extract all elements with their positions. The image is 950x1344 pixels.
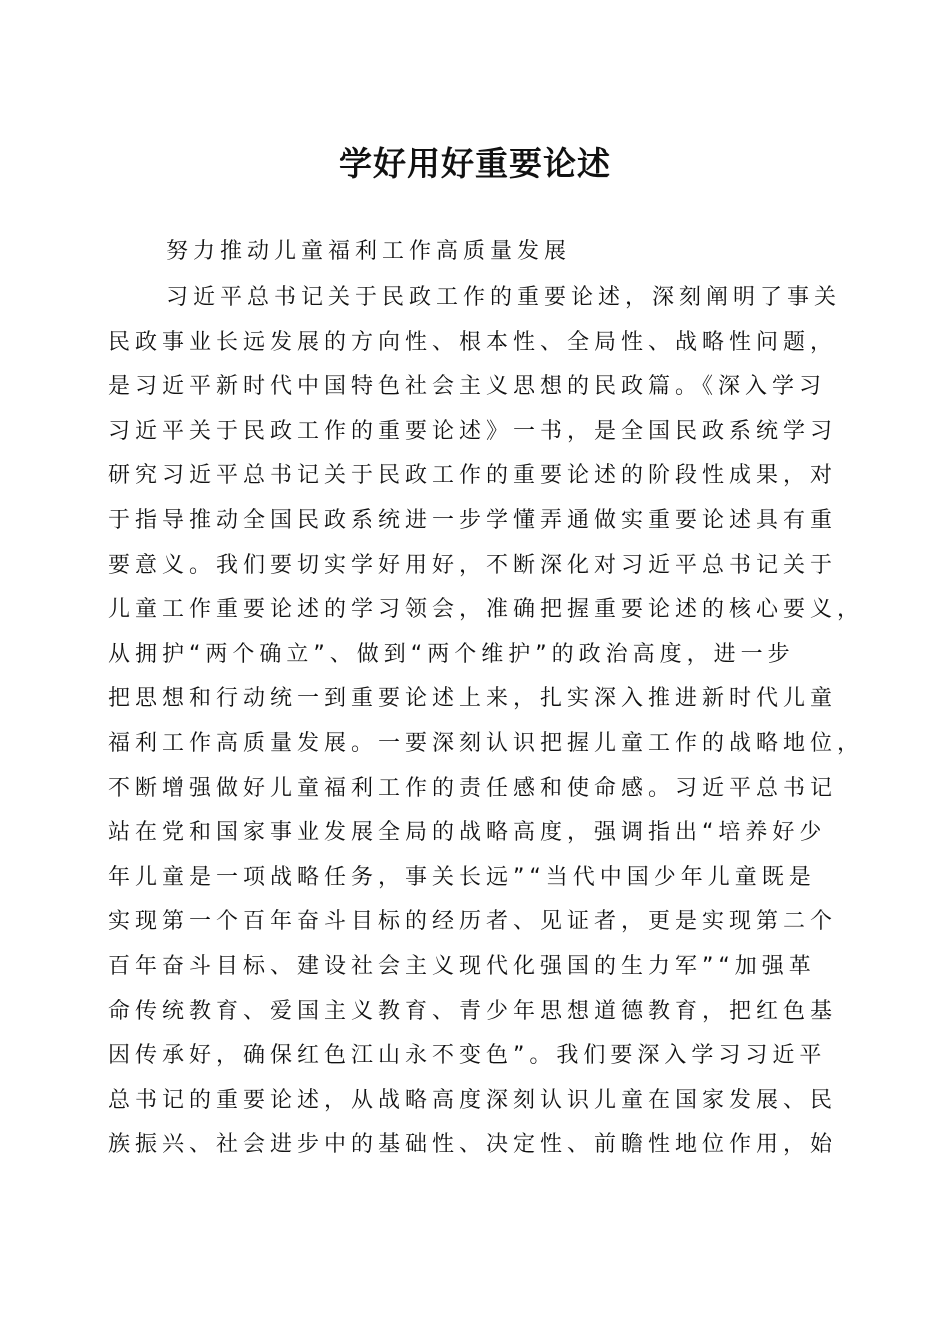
paragraph-line: 把思想和行动统一到重要论述上来，扎实深入推进新时代儿童	[108, 686, 838, 712]
paragraph-line: 福利工作高质量发展。一要深刻认识把握儿童工作的战略地位，	[108, 731, 865, 756]
paragraph-line: 习近平总书记关于民政工作的重要论述，深刻阐明了事关	[166, 285, 842, 310]
paragraph-line: 总书记的重要论述，从战略高度深刻认识儿童在国家发展、民	[108, 1087, 838, 1113]
paragraph-line: 年儿童是一项战略任务，事关长远”“当代中国少年儿童既是	[108, 864, 816, 890]
paragraph-line: 民政事业长远发展的方向性、根本性、全局性、战略性问题，	[108, 329, 838, 355]
paragraph-line: 百年奋斗目标、建设社会主义现代化强国的生力军”“加强革	[108, 954, 816, 979]
paragraph-line: 族振兴、社会进步中的基础性、决定性、前瞻性地位作用，始	[108, 1132, 838, 1158]
paragraph-line: 从拥护“两个确立”、做到“两个维护”的政治高度，进一步	[108, 641, 795, 667]
paragraph-line: 要意义。我们要切实学好用好，不断深化对习近平总书记关于	[108, 552, 838, 578]
paragraph-line: 命传统教育、爱国主义教育、青少年思想道德教育，把红色基	[108, 998, 838, 1024]
paragraph-line: 研究习近平总书记关于民政工作的重要论述的阶段性成果，对	[108, 463, 838, 489]
section-heading: 努力推动儿童福利工作高质量发展	[166, 239, 572, 264]
paragraph-line: 习近平关于民政工作的重要论述》一书，是全国民政系统学习	[108, 418, 838, 444]
paragraph-line: 于指导推动全国民政系统进一步学懂弄通做实重要论述具有重	[108, 508, 838, 533]
paragraph-line: 不断增强做好儿童福利工作的责任感和使命感。习近平总书记	[108, 775, 838, 801]
paragraph-line: 实现第一个百年奋斗目标的经历者、见证者，更是实现第二个	[108, 909, 838, 935]
paragraph-line: 因传承好，确保红色江山永不变色”。我们要深入学习习近平	[108, 1043, 827, 1069]
document-title: 学好用好重要论述	[339, 144, 611, 183]
paragraph-line: 是习近平新时代中国特色社会主义思想的民政篇。《深入学习	[108, 374, 827, 400]
paragraph-line: 儿童工作重要论述的学习领会，准确把握重要论述的核心要义，	[108, 597, 865, 623]
paragraph-line: 站在党和国家事业发展全局的战略高度，强调指出“培养好少	[108, 820, 827, 846]
